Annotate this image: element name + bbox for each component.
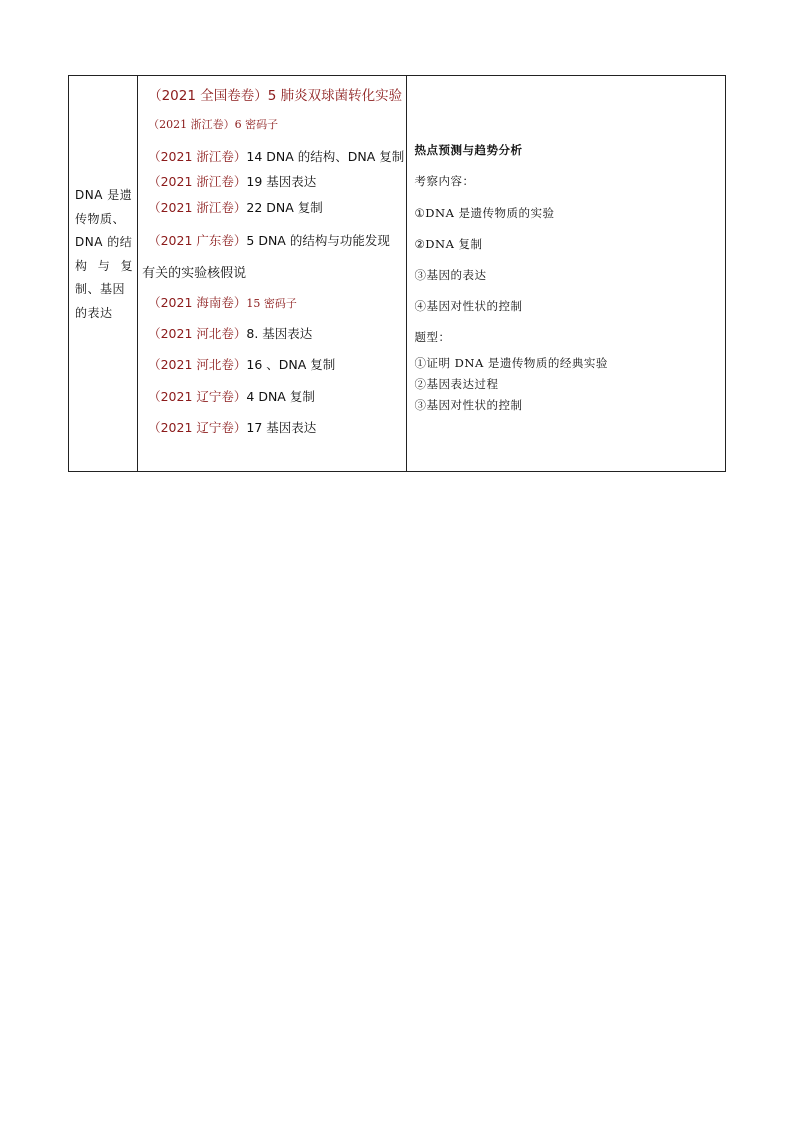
item-source: （2021 河北卷） [148,326,247,341]
item-source: （2021 辽宁卷） [148,420,247,435]
exam-item [148,116,278,132]
topic-char: 与 [97,258,111,273]
content-item: ①DNA 是遗传物质的实验 [414,206,555,220]
item-source: （2021 浙江卷） [148,200,247,215]
exam-item [148,324,312,342]
topic-line: 传物质、 [75,211,126,226]
table-row [69,76,726,472]
type-label: 题型： [414,330,451,344]
type-item: ②基因表达过程 [414,377,499,391]
item-source: （2021 浙江卷） [148,118,235,131]
item-text: 5 DNA 的结构与功能发现 [246,233,390,248]
exam-item [148,84,402,104]
item-text: 14 DNA 的结构、DNA 复制 [246,149,405,164]
topic-char: 复 [120,258,134,273]
analysis-heading: 热点预测与趋势分析 [414,143,523,157]
item-source: （2021 全国卷卷） [148,88,268,104]
exam-item [148,172,316,190]
item-text: 22 DNA 复制 [246,200,323,215]
exam-item [148,231,390,249]
exam-analysis-table [68,75,726,472]
item-continuation: 有关的实验核假说 [142,266,247,281]
content-item: ④基因对性状的控制 [414,299,523,313]
exam-item [148,147,404,165]
topic-char: 构 [75,258,88,273]
topic-line: 制、基因 [75,282,126,296]
content-label: 考察内容： [414,174,475,188]
item-source: （2021 浙江卷） [148,174,247,189]
item-source: （2021 浙江卷） [148,149,247,164]
item-text: 17 基因表达 [246,420,317,435]
item-text: 19 基因表达 [246,174,317,189]
item-text: 15 密码子 [246,297,297,310]
topic-line: DNA 的结 [75,235,133,249]
item-text: 6 密码子 [234,118,279,131]
item-text: 5 肺炎双球菌转化实验 [267,88,403,104]
exam-item [148,198,323,216]
exam-item [148,387,315,405]
item-source: （2021 海南卷） [148,295,247,310]
item-text: 4 DNA 复制 [246,389,315,404]
topic-line: DNA 是遗 [75,188,133,202]
topic-line [75,255,133,279]
content-item: ③基因的表达 [414,268,487,282]
type-item: ③基因对性状的控制 [414,398,523,412]
exam-items-cell [138,76,406,472]
item-text: 8. 基因表达 [246,326,313,341]
item-source: （2021 河北卷） [148,357,247,372]
type-item: ①证明 DNA 是遗传物质的经典实验 [414,356,608,370]
exam-item [148,418,316,436]
analysis-cell [406,76,726,472]
item-source: （2021 广东卷） [148,233,247,248]
topic-line: 的表达 [75,305,113,320]
exam-item [148,293,297,311]
content-item: ②DNA 复制 [414,237,483,251]
topic-cell [69,76,138,472]
exam-item [148,355,335,373]
item-text: 16 、DNA 复制 [246,357,336,372]
item-source: （2021 辽宁卷） [148,389,247,404]
